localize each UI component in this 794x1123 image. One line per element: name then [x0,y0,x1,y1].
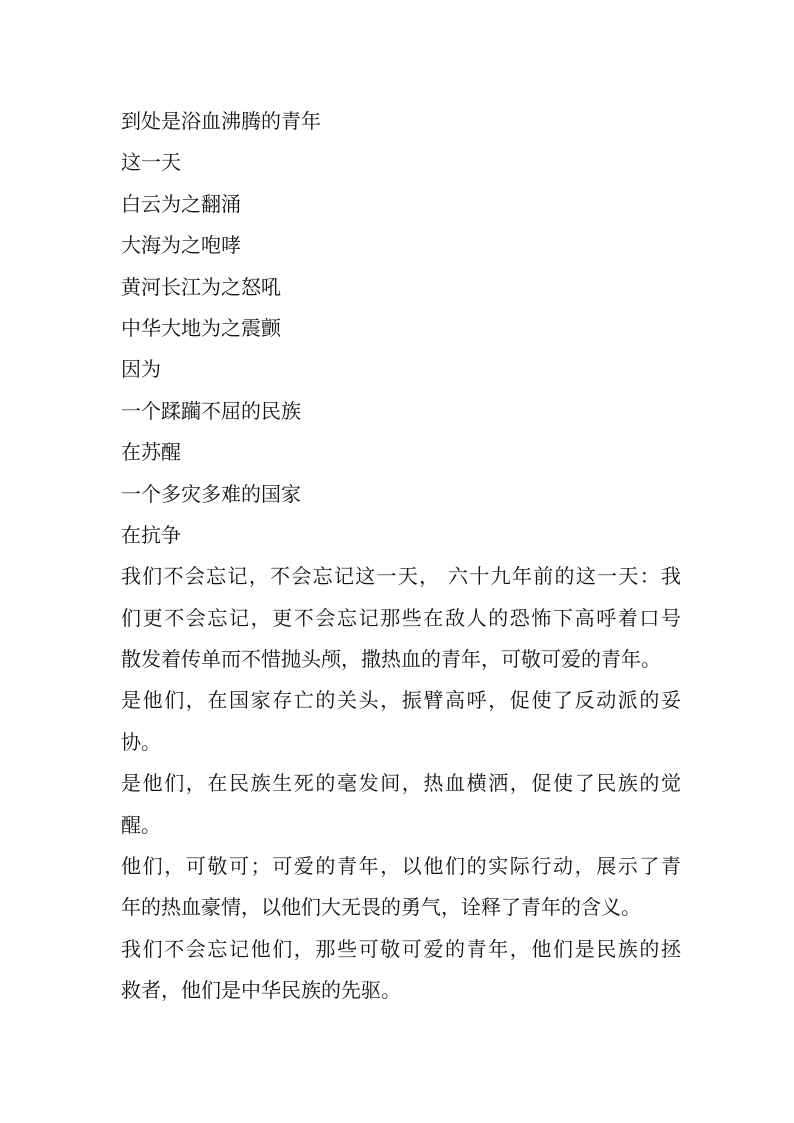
paragraph-line: 救者，他们是中华民族的先驱。 [121,978,401,1003]
poem-line: 在苏醒 [121,440,181,465]
poem-line: 一个多灾多难的国家 [121,481,301,506]
poem-line: 这一天 [121,150,181,175]
poem-line: 一个蹂躏不屈的民族 [121,398,301,423]
paragraph-nation-survival [121,680,681,763]
paragraph-line: 我们不会忘记，不会忘记这一天， 六十九年前的这一天：我 [121,564,681,589]
poem-line: 因为 [121,357,161,382]
poem-line: 中华大地为之震颤 [121,315,281,340]
paragraph-line: 是他们，在民族生死的毫发间，热血横洒，促使了民族的觉 [121,771,681,796]
paragraph-pioneers [121,929,681,1012]
paragraph-line: 醒。 [121,812,161,837]
document-body [121,101,681,1012]
paragraph-line: 散发着传单而不惜抛头颅，撒热血的青年，可敬可爱的青年。 [121,647,661,672]
poem-line: 大海为之咆哮 [121,233,241,258]
paragraph-nation-awakening [121,763,681,846]
poem-line: 白云为之翻涌 [121,191,241,216]
paragraph-line: 协。 [121,729,161,754]
paragraph-line: 们更不会忘记，更不会忘记那些在敌人的恐怖下高呼着口号 [121,605,681,630]
paragraph-line: 我们不会忘记他们，那些可敬可爱的青年，他们是民族的拯 [121,936,681,961]
poem-line: 黄河长江为之怒吼 [121,274,281,299]
paragraph-line: 是他们，在国家存亡的关头，振臂高呼，促使了反动派的妥 [121,688,681,713]
paragraph-line: 他们，可敬可；可爱的青年，以他们的实际行动，展示了青 [121,854,681,879]
paragraph-line: 年的热血豪情，以他们大无畏的勇气，诠释了青年的含义。 [121,895,641,920]
paragraph-remember-this-day [121,556,681,680]
poem-line: 在抗争 [121,522,181,547]
paragraph-youth-meaning [121,846,681,929]
poem-line: 到处是浴血沸腾的青年 [121,109,321,133]
